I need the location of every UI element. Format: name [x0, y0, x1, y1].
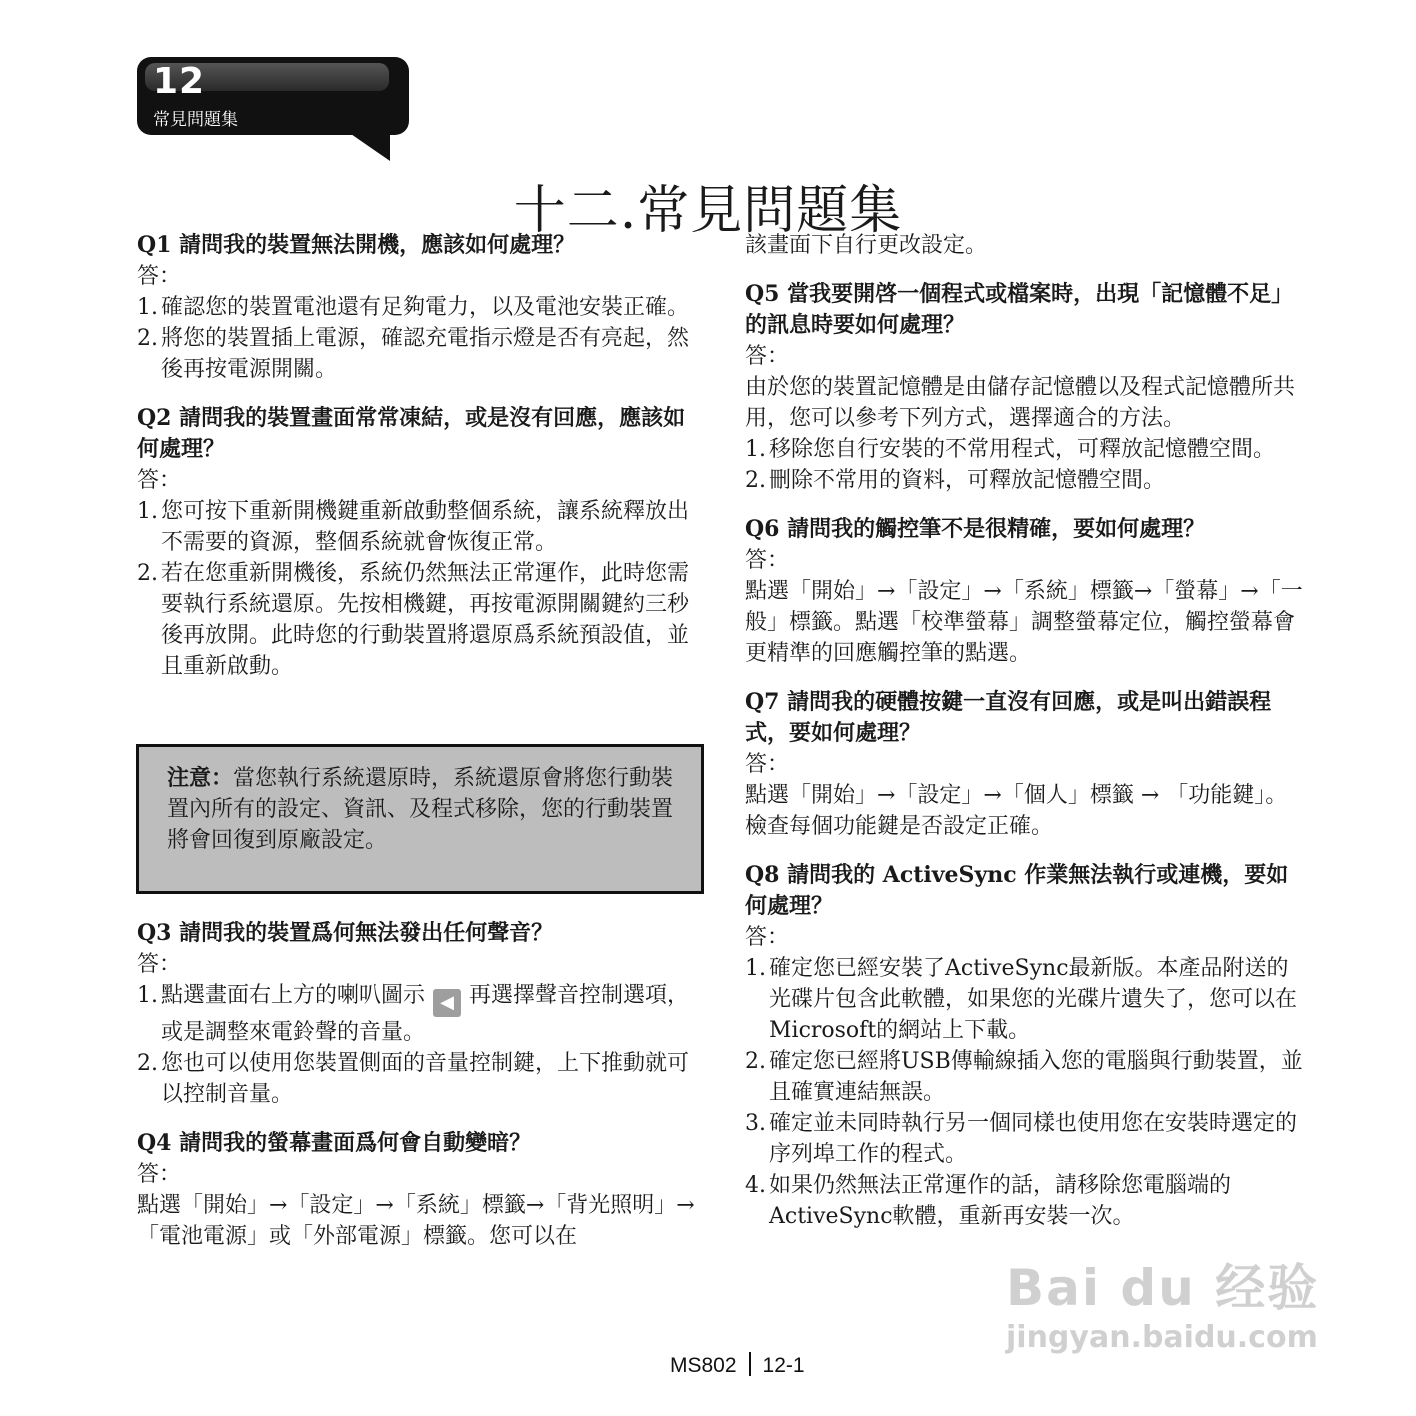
list-item: 2. 確定您已經將USB傳輸線插入您的電腦與行動裝置，並且確實連結無誤。	[745, 1049, 1303, 1105]
note-text: 當您執行系統還原時，系統還原會將您行動裝置內所有的設定、資訊、及程式移除，您的行動裝置將會回復到原廠設定。	[167, 766, 674, 853]
question-6: Q6 請問我的觸控筆不是很精確，要如何處理？	[745, 516, 1206, 542]
list-item: 4. 如果仍然無法正常運作的話，請移除您電腦端的ActiveSync軟體，重新再安裝一次。	[745, 1173, 1232, 1229]
page-number: 12-1	[762, 1354, 805, 1377]
answer-label: 答：	[745, 925, 790, 950]
list-item: 2. 若在您重新開機後，系統仍然無法正常運作，此時您需要執行系統還原。先按相機鍵，再按電源開關鍵約三秒後再放開。此時您的行動裝置將還原爲系統預設值，並且重新啟動。	[137, 561, 690, 679]
page-title: 十二.常見問題集	[513, 181, 903, 241]
answer-text: 點選「開始」→「設定」→「系統」標籤→「背光照明」→「電池電源」或「外部電源」標籤。您可以在	[137, 1193, 695, 1249]
question-4: Q4 請問我的螢幕畫面爲何會自動變暗？	[137, 1130, 532, 1156]
question-2: Q2 請問我的裝置畫面常常凍結，或是沒有回應，應該如何處理？	[137, 405, 686, 462]
question-1: Q1 請問我的裝置無法開機，應該如何處理？	[137, 232, 576, 258]
answer-text: 點選「開始」→「設定」→「系統」標籤→「螢幕」→「一般」標籤。點選「校準螢幕」調整螢幕定位，觸控螢幕會更精準的回應觸控筆的點選。	[745, 579, 1303, 666]
baidu-watermark	[1006, 1248, 1319, 1355]
model-name: MS802	[670, 1354, 737, 1377]
answer-label: 答：	[137, 264, 182, 289]
badge-tail	[338, 125, 390, 161]
question-8: Q8 請問我的 ActiveSync 作業無法執行或連機，要如何處理？	[745, 862, 1289, 919]
question-5: Q5 當我要開啓一個程式或檔案時，出現「記憶體不足」的訊息時要如何處理？	[745, 281, 1294, 338]
chapter-label: 常見問題集	[153, 110, 238, 130]
list-item: 2. 您也可以使用您裝置側面的音量控制鍵，上下推動就可以控制音量。	[137, 1051, 690, 1107]
answer-label: 答：	[137, 468, 182, 493]
chapter-number: 12	[153, 61, 206, 102]
answer-label: 答：	[137, 952, 182, 977]
answer-label: 答：	[137, 1162, 182, 1187]
chapter-badge	[137, 57, 409, 135]
list-item: 2. 將您的裝置插上電源，確認充電指示燈是否有亮起，然後再按電源開關。	[137, 326, 690, 382]
list-item: 1. 確認您的裝置電池還有足夠電力，以及電池安裝正確。	[137, 295, 690, 320]
note-heading: 注意：	[167, 765, 234, 791]
left-column-lower	[137, 918, 697, 1252]
answer-label: 答：	[745, 548, 790, 573]
question-3: Q3 請問我的裝置爲何無法發出任何聲音？	[137, 920, 554, 946]
list-item: 1. 點選畫面右上方的喇叭圖示 ◀ 再選擇聲音控制選項，或是調整來電鈴聲的音量。	[137, 983, 690, 1045]
answer-text: 點選「開始」→「設定」→「個人」標籤 → 「功能鍵」。檢查每個功能鍵是否設定正確。	[745, 783, 1288, 839]
page-footer	[670, 1352, 805, 1378]
answer-label: 答：	[745, 752, 790, 777]
left-column	[137, 230, 697, 682]
list-item: 2. 刪除不常用的資料，可釋放記憶體空間。	[745, 468, 1166, 493]
footer-divider	[749, 1352, 751, 1376]
speaker-icon: ◀	[433, 989, 461, 1017]
list-item: 1. 確定您已經安裝了ActiveSync最新版。本產品附送的光碟片包含此軟體，如果您的光碟片遺失了，您可以在Microsoft的網站上下載。	[745, 956, 1298, 1043]
note-box	[136, 744, 704, 894]
answer-label: 答：	[745, 344, 790, 369]
list-item: 1. 您可按下重新開機鍵重新啟動整個系統，讓系統釋放出不需要的資源，整個系統就會恢復正常。	[137, 499, 690, 555]
answer-text-continued: 該畫面下自行更改設定。	[745, 233, 988, 258]
question-7: Q7 請問我的硬體按鍵一直沒有回應，或是叫出錯誤程式，要如何處理？	[745, 689, 1272, 746]
watermark-main: Bai du 经验	[1006, 1259, 1320, 1317]
watermark-url: jingyan.baidu.com	[1006, 1320, 1318, 1355]
answer-text: 由於您的裝置記憶體是由儲存記憶體以及程式記憶體所共用，您可以參考下列方式，選擇適合的方法。	[745, 375, 1296, 431]
list-item: 3. 確定並未同時執行另一個同樣也使用您在安裝時選定的序列埠工作的程式。	[745, 1111, 1298, 1167]
list-item: 1. 移除您自行安裝的不常用程式，可釋放記憶體空間。	[745, 437, 1276, 462]
right-column	[745, 230, 1305, 1232]
